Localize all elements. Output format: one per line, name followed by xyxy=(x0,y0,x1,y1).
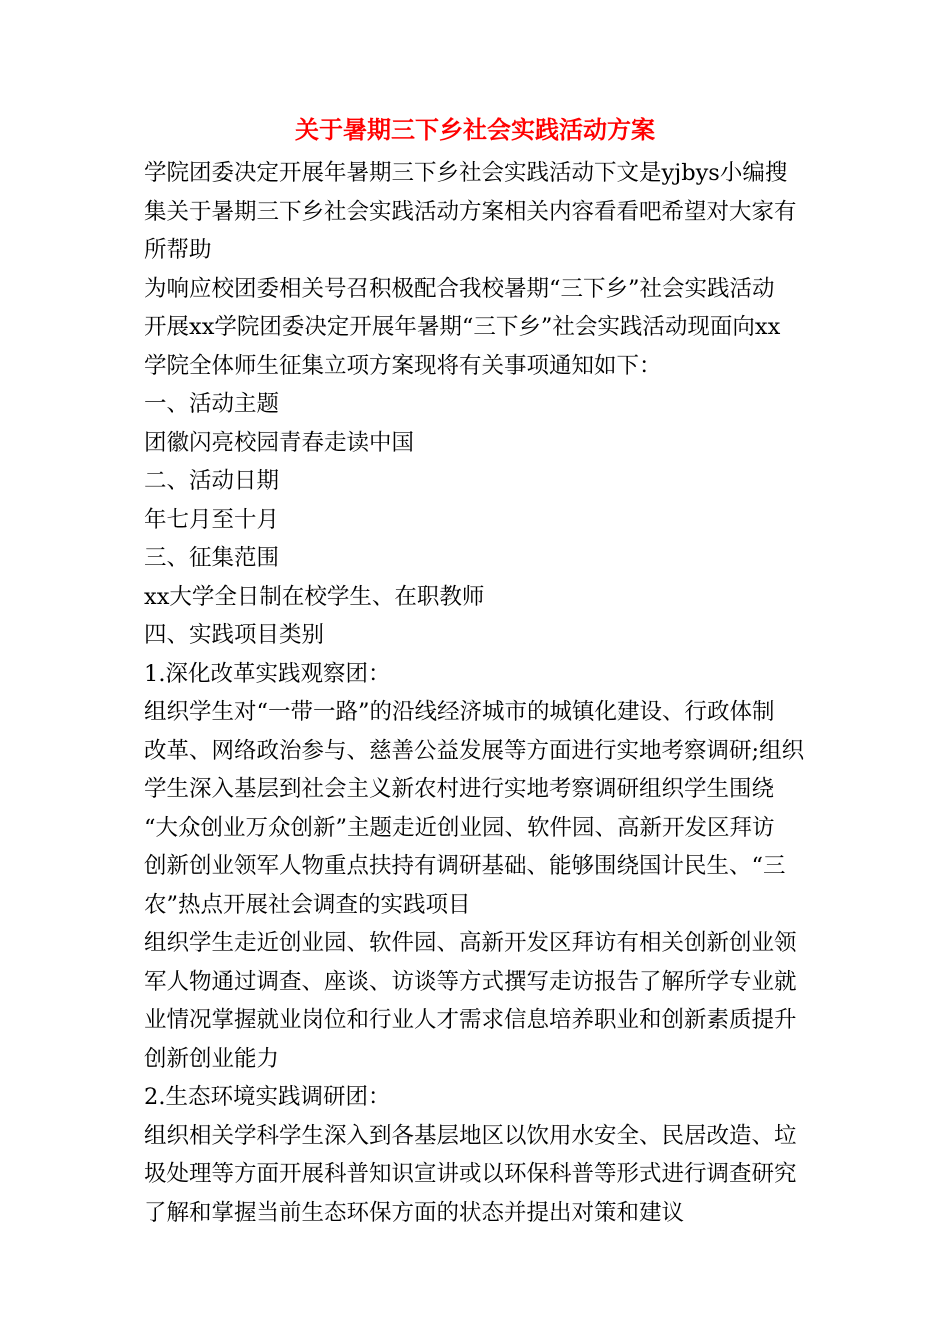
body-line: 年七月至十月 xyxy=(144,506,280,533)
body-line: 团徽闪亮校园青春走读中国 xyxy=(144,429,415,456)
body-line: 学院全体师生征集立项方案现将有关事项通知如下： xyxy=(144,352,662,379)
body-line: 了解和掌握当前生态环保方面的状态并提出对策和建议 xyxy=(144,1199,685,1226)
subsection-heading: 1.深化改革实践观察团： xyxy=(144,660,391,687)
body-line: 改革、网络政治参与、慈善公益发展等方面进行实地考察调研;组织 xyxy=(144,737,805,764)
body-line: 所帮助 xyxy=(144,237,212,263)
section-heading: 三、征集范围 xyxy=(144,545,280,571)
body-line: 为响应校团委相关号召积极配合我校暑期“三下乡”社会实践活动 xyxy=(144,275,775,302)
document-body xyxy=(144,154,824,1232)
body-line: 业情况掌握就业岗位和行业人才需求信息培养职业和创新素质提升 xyxy=(144,1007,797,1033)
body-line: xx大学全日制在校学生、在职教师 xyxy=(144,583,485,610)
body-line: 军人物通过调查、座谈、访谈等方式撰写走访报告了解所学专业就 xyxy=(144,968,797,995)
document-title: 关于暑期三下乡社会实践活动方案 xyxy=(295,116,655,144)
body-line: 集关于暑期三下乡社会实践活动方案相关内容看看吧希望对大家有 xyxy=(144,198,797,225)
body-line: 圾处理等方面开展科普知识宣讲或以环保科普等形式进行调查研究 xyxy=(144,1161,797,1187)
body-line: 开展xx学院团委决定开展年暑期“三下乡”社会实践活动现面向xx xyxy=(144,314,781,340)
subsection-heading: 2.生态环境实践调研团： xyxy=(144,1084,391,1110)
body-line: 组织相关学科学生深入到各基层地区以饮用水安全、民居改造、垃 xyxy=(144,1122,797,1149)
body-line: 学院团委决定开展年暑期三下乡社会实践活动下文是yjbys小编搜 xyxy=(144,160,788,186)
body-line: 农”热点开展社会调查的实践项目 xyxy=(144,891,471,918)
body-line: 组织学生走近创业园、软件园、高新开发区拜访有相关创新创业领 xyxy=(144,930,797,956)
body-line: 组织学生对“一带一路”的沿线经济城市的城镇化建设、行政体制 xyxy=(144,699,775,725)
body-line: “大众创业万众创新”主题走近创业园、软件园、高新开发区拜访 xyxy=(144,814,775,841)
body-line: 学生深入基层到社会主义新农村进行实地考察调研组织学生围绕 xyxy=(144,776,775,802)
body-line: 创新创业领军人物重点扶持有调研基础、能够围绕国计民生、“三 xyxy=(144,853,786,879)
body-line: 创新创业能力 xyxy=(144,1045,280,1072)
section-heading: 四、实践项目类别 xyxy=(144,622,325,648)
section-heading: 一、活动主题 xyxy=(144,391,280,417)
section-heading: 二、活动日期 xyxy=(144,468,280,494)
